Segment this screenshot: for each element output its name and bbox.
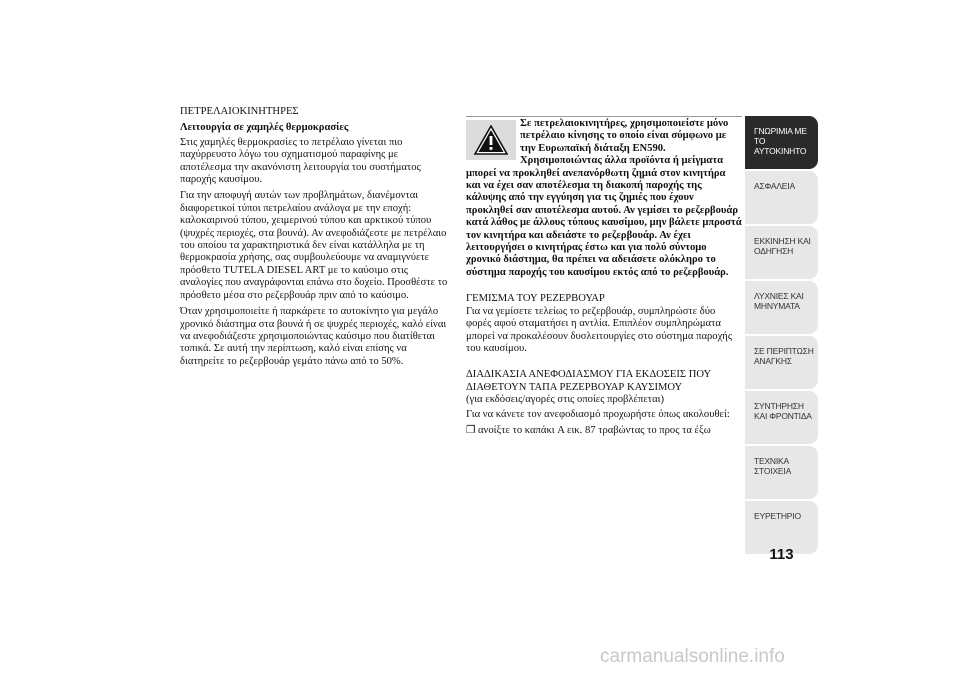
- warning-box: [466, 118, 742, 279]
- right-column: [466, 118, 742, 437]
- paragraph-1: Στις χαμηλές θερμοκρασίες το πετρέλαιο γίνεται πιο παχύρρευστο λόγω του σχηματισμού παραφίνης με αποτέλεσμα την ακανόνιστη λειτουργία του συστήματος παροχής καυσίμου.: [180, 136, 421, 186]
- tab-safety[interactable]: ΑΣΦΑΛΕΙΑ: [745, 171, 818, 224]
- paragraph-2: Για την αποφυγή αυτών των προβλημάτων, διανέμονται διαφορετικοί τύποι πετρελαίου ανάλογα με την εποχή: καλοκαιρινού τύπου, χειμερινού τύπου και αρκτικού τύπου (ψυχρές περιοχές, στα βουνά). Αν ανεφοδιάζεστε με πετρέλαιο του οποίου τα χαρακτηριστικά δεν είναι κατάλληλα με τη θερμοκρασία χρήσης, σας συμβουλεύουμε να αναμιγνύετε πρόσθετο TUTELA DIESEL ART με το καύσιμο στις αναλογίες που αναγράφονται επάνω στο δοχείο. Προσθέστε το πρόσθετο μέσα στο ρεζερβουάρ πριν από το καύσιμο.: [180, 190, 448, 301]
- procedure-note: (για εκδόσεις/αγορές στις οποίες προβλέπεται): [466, 394, 664, 406]
- tab-getting-to-know-car[interactable]: ΓΝΩΡΙΜΙΑ ΜΕ ΤΟ ΑΥΤΟΚΙΝΗΤΟ: [745, 116, 818, 169]
- tab-maintenance[interactable]: ΣΥΝΤΗΡΗΣΗ ΚΑΙ ΦΡΟΝΤΙΔΑ: [745, 391, 818, 444]
- section-heading-diesel: ΠΕΤΡΕΛΑΙΟΚΙΝΗΤΗΡΕΣ: [180, 106, 299, 117]
- list-item: [466, 425, 742, 437]
- warning-text: Σε πετρελαιοκινητήρες, χρησιμοποιείστε μόνο πετρέλαιο κίνησης το οποίο είναι σύμφωνο με την Ευρωπαϊκή διάταξη EN590. Χρησιμοποιώντας άλλα προϊόντα ή μείγματα μπορεί να προκληθεί ανεπανόρθωτη ζημιά στον κινητήρα και να έχει σαν αποτέλεσμα τη διακοπή παροχής της κάλυψης από την εγγύηση για τις ζημιές που έχουν προκληθεί σαν αποτέλεσμα αυτού. Αν γεμίσει το ρεζερβουάρ κατά λάθος με άλλους τύπους καυσίμου, μην βάλετε μπροστά τον κινητήρα και αδειάστε το ρεζερβουάρ. Αν έχει λειτουργήσει ο κινητήρας έστω και για πολύ σύντομο χρονικό διάστημα, θα πρέπει να αδειάσετε ολόκληρο το σύστημα παροχής του καυσίμου εκτός από το ρεζερβουάρ.: [466, 118, 742, 278]
- refuelling-text: Για να γεμίσετε τελείως το ρεζερβουάρ, συμπληρώστε δύο φορές αφού σταματήσει η αντλία. Επιπλέον συμπληρώματα μπορεί να προκαλέσουν δυσλειτουργίες στο σύστημα παροχής του καυσίμου.: [466, 305, 733, 354]
- subheading-low-temperature: Λειτουργία σε χαμηλές θερμοκρασίες: [180, 122, 349, 134]
- list-item-text: ανοίξτε το καπάκι A εικ. 87 τραβώντας το προς τα έξω: [478, 424, 711, 436]
- page-number: 113: [769, 546, 794, 563]
- checkbox-bullet-icon: ❒: [466, 424, 476, 436]
- tab-technical-data[interactable]: ΤΕΧΝΙΚΑ ΣΤΟΙΧΕΙΑ: [745, 446, 818, 499]
- sidebar-tabs: [745, 116, 818, 556]
- tab-starting-driving[interactable]: ΕΚΚΙΝΗΣΗ ΚΑΙ ΟΔΗΓΗΣΗ: [745, 226, 818, 279]
- tab-emergency[interactable]: ΣΕ ΠΕΡΙΠΤΩΣΗ ΑΝΑΓΚΗΣ: [745, 336, 818, 389]
- paragraph-3: Όταν χρησιμοποιείτε ή παρκάρετε το αυτοκίνητο για μεγάλο χρονικό διάστημα στα βουνά ή σε ψυχρές περιοχές, καλό είναι να ανεφοδιάζεστε χρησιμοποιώντας καύσιμο που διατίθεται τοπικά. Σε αυτή την περίπτωση, καλό είναι επίσης να διατηρείτε το ρεζερβουάρ γεμάτο πάνω από το 50%.: [180, 306, 447, 367]
- section-heading-refuelling-procedure: ΔΙΑΔΙΚΑΣΙΑ ΑΝΕΦΟΔΙΑΣΜΟΥ ΓΙΑ ΕΚΔΟΣΕΙΣ ΠΟΥ ΔΙΑΘΕΤΟΥΝ ΤΑΠΑ ΡΕΖΕΡΒΟΥΑΡ ΚΑΥΣΙΜΟΥ: [466, 369, 711, 393]
- watermark: carmanualsonline.info: [600, 646, 785, 667]
- warning-triangle-icon: [466, 120, 516, 160]
- right-column-top-rule: [466, 116, 742, 117]
- left-column: [180, 106, 452, 372]
- section-heading-refuelling: ΓΕΜΙΣΜΑ ΤΟΥ ΡΕΖΕΡΒΟΥΑΡ: [466, 293, 605, 305]
- tab-index[interactable]: ΕΥΡΕΤΗΡΙΟ: [745, 501, 818, 554]
- procedure-intro: Για να κάνετε τον ανεφοδιασμό προχωρήστε όπως ακολουθεί:: [466, 408, 730, 420]
- tab-warning-lights[interactable]: ΛΥΧΝΙΕΣ ΚΑΙ ΜΗΝΥΜΑΤΑ: [745, 281, 818, 334]
